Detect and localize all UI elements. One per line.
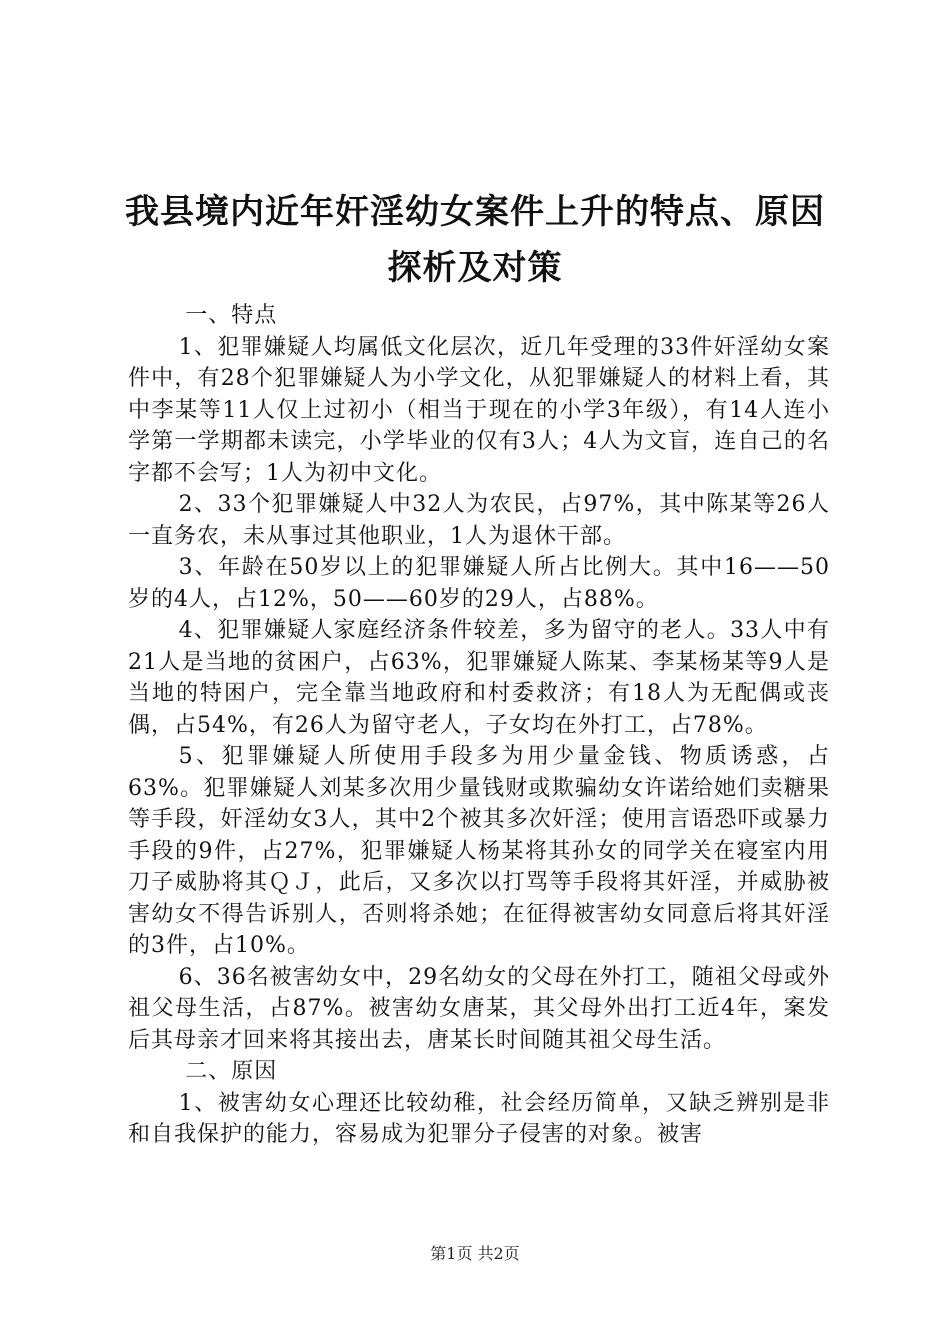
features-paragraph-2: 2、33个犯罪嫌疑人中32人为农民，占97%，其中陈某等26人一直务农，未从事过其他职业，1人为退休干部。 — [128, 492, 830, 549]
page-indicator: 第1页 共2页 — [430, 1244, 520, 1263]
features-paragraph-4: 4、犯罪嫌疑人家庭经济条件较差，多为留守的老人。33人中有21人是当地的贫困户，占63%，犯罪嫌疑人陈某、李某杨某等9人是当地的特困户，完全靠当地政府和村委救济；有18人为无配偶或丧偶，占54%，有26人为留守老人，子女均在外打工，占78%。 — [128, 618, 830, 738]
document-body — [128, 300, 830, 1151]
section-heading-features: 一、特点 — [185, 303, 278, 328]
document-title-line-1: 我县境内近年奸淫幼女案件上升的特点、原因 — [125, 192, 825, 232]
document-title — [100, 184, 850, 296]
section-heading-causes: 二、原因 — [185, 1059, 278, 1084]
page-footer — [0, 1244, 950, 1264]
features-paragraph-3: 3、年龄在50岁以上的犯罪嫌疑人所占比例大。其中16——50岁的4人，占12%，50——60岁的29人，占88%。 — [128, 555, 830, 612]
features-paragraph-1: 1、犯罪嫌疑人均属低文化层次，近几年受理的33件奸淫幼女案件中，有28个犯罪嫌疑人为小学文化，从犯罪嫌疑人的材料上看，其中李某等11人仅上过初小（相当于现在的小学3年级），有14人连小学第一学期都未读完，小学毕业的仅有3人；4人为文盲，连自己的名字都不会写；1人为初中文化。 — [128, 334, 830, 486]
causes-paragraph-1: 1、被害幼女心理还比较幼稚，社会经历简单，又缺乏辨别是非和自我保护的能力，容易成为犯罪分子侵害的对象。被害 — [128, 1090, 830, 1147]
document-title-line-2: 探析及对策 — [387, 248, 563, 288]
features-paragraph-6: 6、36名被害幼女中，29名幼女的父母在外打工，随祖父母或外祖父母生活，占87%。被害幼女唐某，其父母外出打工近4年，案发后其母亲才回来将其接出去，唐某长时间随其祖父母生活。 — [128, 964, 830, 1053]
features-paragraph-5: 5、犯罪嫌疑人所使用手段多为用少量金钱、物质诱惑，占63%。犯罪嫌疑人刘某多次用少量钱财或欺骗幼女许诺给她们卖糖果等手段，奸淫幼女3人，其中2个被其多次奸淫；使用言语恐吓或暴力手段的9件，占27%，犯罪嫌疑人杨某将其孙女的同学关在寝室内用刀子威胁将其ＱＪ，此后，又多次以打骂等手段将其奸淫，并威胁被害幼女不得告诉别人，否则将杀她；在征得被害幼女同意后将其奸淫的3件，占10%。 — [128, 744, 830, 958]
